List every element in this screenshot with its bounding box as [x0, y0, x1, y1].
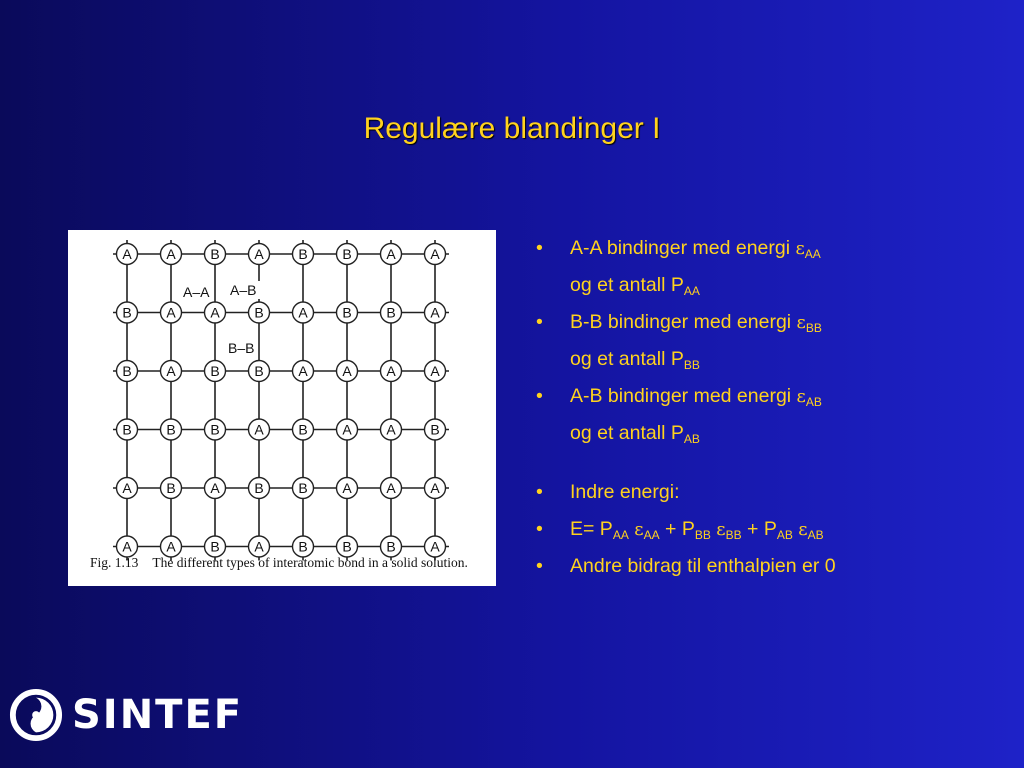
subscript: AB [776, 528, 793, 542]
atom-label: A [386, 363, 396, 379]
atom-label: A [342, 480, 352, 496]
atom-label: A [430, 363, 440, 379]
epsilon-symbol: ε [634, 519, 644, 540]
atom-label: A [122, 246, 132, 262]
atom-label: A [166, 363, 176, 379]
equation-part: + P [659, 518, 695, 540]
figure-caption [90, 555, 468, 571]
bullet-internal-energy-text: Indre energi: [570, 481, 680, 503]
bullet-bb-text: B-B bindinger med energi [570, 311, 797, 333]
bond-label: A–A [183, 284, 210, 300]
sintef-logo-text: SINTEF [72, 692, 244, 738]
atom-label: A [430, 538, 440, 555]
equation-part: + P [741, 518, 777, 540]
atom-label: A [122, 538, 132, 555]
atom-label: B [386, 304, 396, 321]
atom-label: A [298, 304, 308, 321]
atom-label: B [254, 304, 264, 321]
bullet-enthalpy [536, 548, 1006, 585]
epsilon-symbol: ε [798, 519, 808, 540]
equation-part: E= P [570, 518, 613, 540]
bond-label: A–B [230, 282, 257, 298]
atom-label: A [166, 304, 176, 321]
bullet-marker: • [536, 385, 543, 407]
atom-label: A [210, 480, 220, 496]
atom-label: A [430, 304, 440, 321]
atom-label: A [386, 480, 396, 496]
atom-label: B [342, 246, 352, 262]
bullet-aa [536, 230, 1006, 267]
slide-title: Regulære blandinger I [363, 112, 661, 145]
atom-label: B [298, 246, 308, 262]
atom-label: B [298, 480, 308, 496]
atom-label: A [342, 363, 352, 379]
subscript: AA [804, 247, 821, 261]
atom-label: B [122, 421, 132, 438]
subscript: AA [683, 284, 700, 298]
atom-label: A [430, 480, 440, 496]
atom-label: A [122, 480, 132, 496]
atom-label: A [430, 246, 440, 262]
atom-label: B [386, 538, 396, 555]
sintef-logo-icon [8, 688, 64, 742]
bullet-marker: • [536, 311, 543, 333]
atom-label: B [254, 480, 264, 496]
epsilon-symbol: ε [795, 238, 805, 259]
bullet-list [536, 230, 1006, 585]
bullet-enthalpy-text: Andre bidrag til enthalpien er 0 [570, 555, 836, 577]
atom-label: A [254, 421, 264, 438]
atom-label: B [254, 363, 264, 379]
epsilon-symbol: ε [796, 312, 806, 333]
figure-caption-number: Fig. 1.13 [90, 555, 139, 570]
subscript: AA [612, 528, 629, 542]
atom-label: B [166, 480, 176, 496]
atom-label: B [342, 304, 352, 321]
bullet-bb [536, 304, 1006, 341]
atom-label: B [430, 421, 440, 438]
subscript: BB [725, 528, 742, 542]
bullet-marker: • [536, 237, 543, 259]
bullet-bb-count-text: og et antall P [570, 348, 684, 370]
atom-label: A [254, 246, 264, 262]
bullet-aa-text: A-A bindinger med energi [570, 237, 796, 259]
subscript: AB [683, 432, 700, 446]
bullet-ab-count-text: og et antall P [570, 422, 684, 444]
lattice-diagram [68, 230, 496, 586]
atom-label: B [210, 363, 220, 379]
atom-label: A [298, 363, 308, 379]
lattice-figure [68, 230, 496, 586]
bullet-aa-continuation [536, 267, 1006, 304]
atom-label: B [210, 246, 220, 262]
atom-label: B [210, 538, 220, 555]
subscript: BB [683, 358, 700, 372]
bullet-marker: • [536, 555, 543, 577]
atom-label: B [298, 538, 308, 555]
subscript: AB [805, 395, 822, 409]
atom-label: A [210, 304, 220, 321]
atom-label: A [166, 246, 176, 262]
atom-label: B [122, 363, 132, 379]
atom-label: B [210, 421, 220, 438]
atom-label: B [298, 421, 308, 438]
bullet-internal-energy [536, 474, 1006, 511]
bullet-ab [536, 378, 1006, 415]
atom-label: A [166, 538, 176, 555]
atom-label: A [386, 421, 396, 438]
atom-label: B [342, 538, 352, 555]
bullet-ab-continuation [536, 415, 1006, 452]
atom-label: B [122, 304, 132, 321]
subscript: BB [694, 528, 711, 542]
bullet-ab-text: A-B bindinger med energi [570, 385, 797, 407]
bullet-bb-continuation [536, 341, 1006, 378]
atom-label: B [166, 421, 176, 438]
atom-label: A [254, 538, 264, 555]
atom-label: A [386, 246, 396, 262]
atom-label: A [342, 421, 352, 438]
subscript: BB [805, 321, 822, 335]
subscript: AB [807, 528, 824, 542]
bullet-marker: • [536, 481, 543, 503]
bond-label: B–B [228, 340, 255, 356]
epsilon-symbol: ε [796, 386, 806, 407]
epsilon-symbol: ε [716, 519, 726, 540]
bullet-aa-count-text: og et antall P [570, 274, 684, 296]
bullet-energy-equation [536, 511, 1006, 548]
bullet-marker: • [536, 518, 543, 540]
figure-caption-text: The different types of interatomic bond in a solid solution. [152, 555, 468, 570]
subscript: AA [643, 528, 660, 542]
energy-equation [570, 511, 824, 548]
